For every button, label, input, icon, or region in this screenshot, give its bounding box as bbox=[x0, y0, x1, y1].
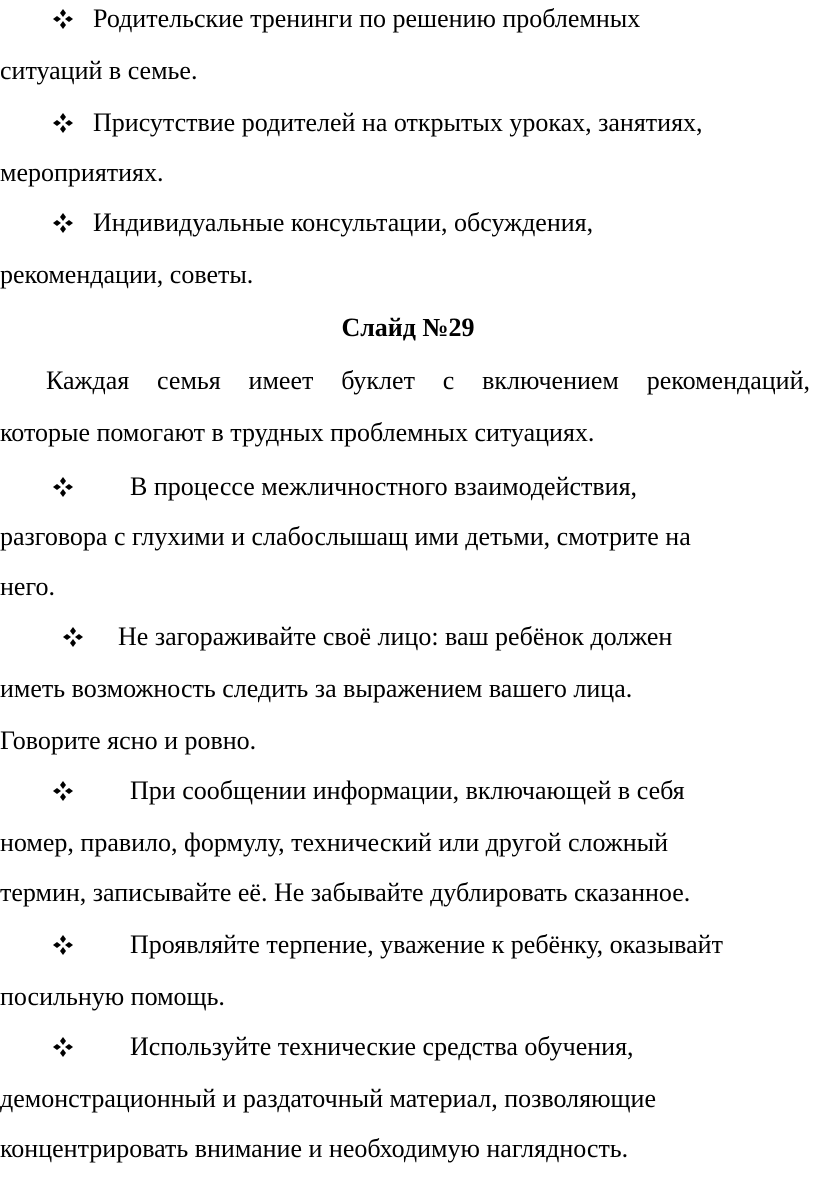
recommendation-text: термин, записывайте её. Не забывайте дублировать сказанное. bbox=[0, 878, 691, 907]
recommendation-text: Не загораживайте своё лицо: ваш ребёнок должен bbox=[118, 622, 673, 651]
recommendation-text: Говорите ясно и ровно. bbox=[0, 726, 257, 755]
diamond-bullet-icon bbox=[52, 934, 74, 956]
recommendation-text: В процессе межличностного взаимодействия, bbox=[130, 472, 638, 501]
recommendation-text: него. bbox=[0, 572, 55, 601]
recommendation-text: концентрировать внимание и необходимую наглядность. bbox=[0, 1134, 629, 1163]
recommendation-text: Проявляйте терпение, уважение к ребёнку, оказывайт bbox=[130, 930, 723, 959]
bullet-text: Индивидуальные консультации, обсуждения, bbox=[93, 208, 594, 237]
diamond-bullet-icon bbox=[52, 476, 74, 498]
recommendation-text: Используйте технические средства обучения, bbox=[130, 1032, 634, 1061]
recommendation-text: демонстрационный и раздаточный материал, позволяющие bbox=[0, 1084, 656, 1113]
slide-title: Слайд №29 bbox=[341, 313, 475, 342]
intro-text bbox=[46, 368, 810, 394]
bullet-text: ситуаций в семье. bbox=[0, 56, 198, 85]
intro-line: Каждая семья имеет буклет с включением рекомендаций, bbox=[46, 366, 810, 395]
recommendation-text: иметь возможность следить за выражением вашего лица. bbox=[0, 674, 633, 703]
bullet-text: мероприятиях. bbox=[0, 158, 164, 187]
intro-line: которые помогают в трудных проблемных ситуациях. bbox=[0, 418, 595, 447]
bullet-text: Присутствие родителей на открытых уроках, занятиях, bbox=[93, 108, 703, 137]
diamond-bullet-icon bbox=[52, 112, 74, 134]
bullet-text: рекомендации, советы. bbox=[0, 260, 254, 289]
diamond-bullet-icon bbox=[52, 8, 74, 30]
diamond-bullet-icon bbox=[52, 780, 74, 802]
recommendation-text: При сообщении информации, включающей в себя bbox=[130, 776, 685, 805]
bullet-text: Родительские тренинги по решению проблемных bbox=[93, 4, 641, 33]
recommendation-text: посильную помощь. bbox=[0, 982, 225, 1011]
diamond-bullet-icon bbox=[52, 212, 74, 234]
recommendation-text: разговора с глухими и слабослышащ ими детьми, смотрите на bbox=[0, 522, 691, 551]
diamond-bullet-icon bbox=[52, 1036, 74, 1058]
recommendation-text: номер, правило, формулу, технический или другой сложный bbox=[0, 828, 669, 857]
diamond-bullet-icon bbox=[62, 626, 84, 648]
